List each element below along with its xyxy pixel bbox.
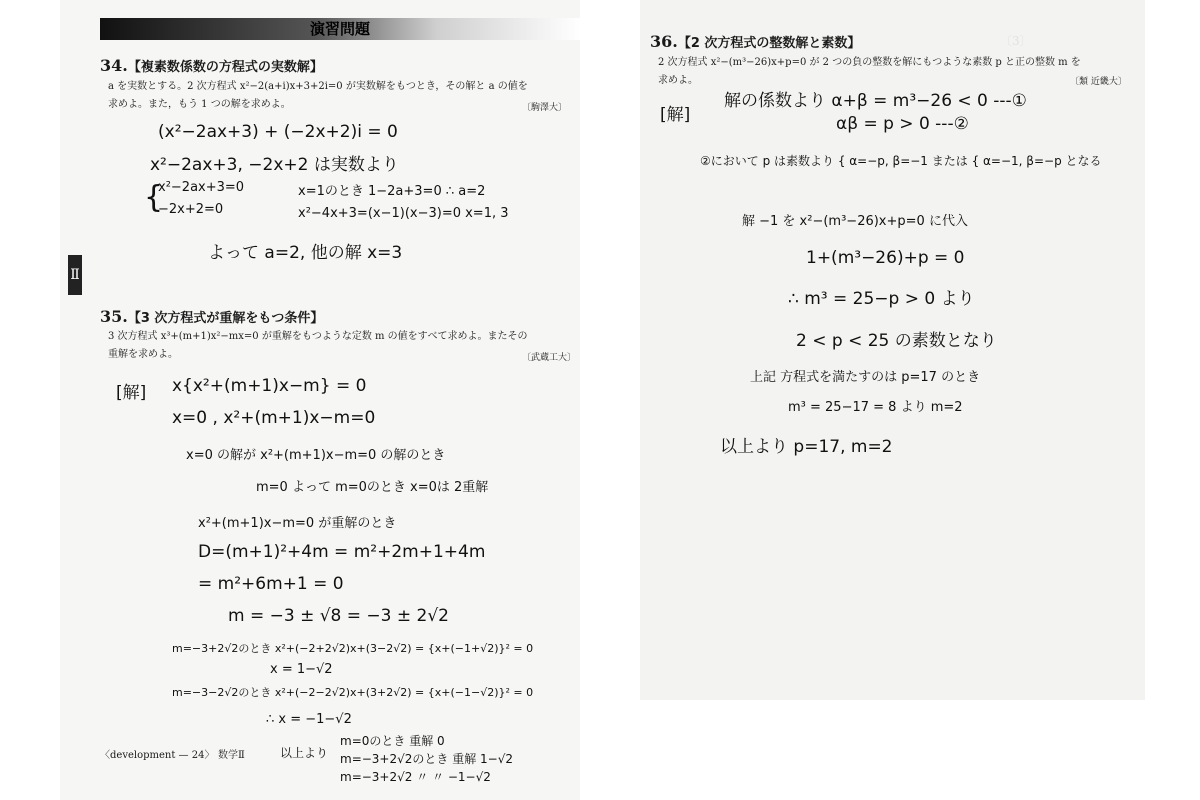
p35-hw-line: m=−3+2√2 〃 〃 −1−√2 <box>340 770 491 784</box>
p34-hw-line: (x²−2ax+3) + (−2x+2)i = 0 <box>158 122 398 142</box>
footer-subject: 数学Ⅱ <box>218 750 245 761</box>
problem-34-number: 34. <box>100 56 128 75</box>
right-page <box>640 0 1145 700</box>
problem-34-source: 〔駒澤大〕 <box>522 103 568 113</box>
p35-hw-line: x=0 の解が x²+(m+1)x−m=0 の解のとき <box>186 448 446 463</box>
problem-35-text-2: 重解を求めよ。 <box>108 349 178 360</box>
p34-hw-line: x²−2ax+3, −2x+2 は実数より <box>150 155 399 175</box>
p35-hw-line: m = −3 ± √8 = −3 ± 2√2 <box>228 606 449 626</box>
p35-hw-line: m=0 よって m=0のとき x=0は 2重解 <box>256 480 489 495</box>
problem-35-source: 〔武蔵工大〕 <box>522 353 577 363</box>
footer-page-label: 〈development — 24〉 <box>100 750 215 761</box>
p36-hw-line: 1+(m³−26)+p = 0 <box>806 248 965 268</box>
p36-hw-line: 解の係数より α+β = m³−26 < 0 ---① <box>724 91 1027 111</box>
p36-hw-line: 以上より p=17, m=2 <box>720 437 893 457</box>
p36-hw-line: ②において p は素数より { α=−p, β=−1 または { α=−1, β=−p となる <box>700 154 1102 168</box>
problem-35-heading <box>100 307 323 326</box>
problem-36-number: 36. <box>650 32 678 51</box>
side-tab-mark: Ⅱ <box>68 255 82 295</box>
problem-36-text-2: 求めよ。 <box>658 75 698 86</box>
p35-hw-line: m=−3+2√2のとき x²+(−2+2√2)x+(3−2√2) = {x+(−1+√2)}² = 0 <box>172 642 534 655</box>
p35-hw-line: m=−3+2√2のとき 重解 1−√2 <box>340 752 514 766</box>
left-page <box>60 0 580 800</box>
p36-hw-line: 解 −1 を x²−(m³−26)x+p=0 に代入 <box>742 214 968 229</box>
problem-35-number: 35. <box>100 307 128 326</box>
p35-hw-line: m=−3−2√2のとき x²+(−2−2√2)x+(3+2√2) = {x+(−1−√2)}² = 0 <box>172 686 534 699</box>
bleed-through-text: 〔3〕 <box>1000 34 1032 48</box>
p36-hw-line: αβ = p > 0 ---② <box>836 114 969 134</box>
p35-hw-line: [解] <box>116 383 147 403</box>
p35-hw-line: m=0のとき 重解 0 <box>340 734 445 748</box>
p34-hw-line: よって a=2, 他の解 x=3 <box>208 243 403 263</box>
problem-36-title: 【2 次方程式の整数解と素数】 <box>677 36 861 51</box>
p34-hw-line: −2x+2=0 <box>158 202 224 217</box>
problem-36-source: 〔類 近畿大〕 <box>1070 77 1127 87</box>
p35-hw-line: = m²+6m+1 = 0 <box>198 574 344 594</box>
problem-35-text-1: 3 次方程式 x³+(m+1)x²−mx=0 が重解をもつような定数 m の値をすべて求めよ。またその <box>108 331 528 342</box>
problem-34-heading <box>100 56 323 75</box>
p34-hw-line: x²−2ax+3=0 <box>158 180 245 195</box>
p36-hw-line: 2 < p < 25 の素数となり <box>796 331 997 351</box>
p34-hw-line: x²−4x+3=(x−1)(x−3)=0 x=1, 3 <box>298 206 509 221</box>
p35-hw-line: x=0 , x²+(m+1)x−m=0 <box>172 408 376 428</box>
problem-36-heading <box>650 32 860 51</box>
problem-34-title: 【複素数係数の方程式の実数解】 <box>127 60 323 75</box>
p36-hw-line: 上記 方程式を満たすのは p=17 のとき <box>750 370 981 385</box>
p35-hw-line: x{x²+(m+1)x−m} = 0 <box>172 376 367 396</box>
p34-hw-line: x=1のとき 1−2a+3=0 ∴ a=2 <box>298 184 486 199</box>
p35-hw-line: ∴ x = −1−√2 <box>266 712 352 727</box>
p34-hw-brace: { <box>144 180 164 215</box>
p36-hw-line: [解] <box>660 105 691 125</box>
p35-hw-line: x = 1−√2 <box>270 662 333 677</box>
page-header-title: 演習問題 <box>309 20 370 38</box>
problem-34-text-2: 求めよ。また，もう 1 つの解を求めよ。 <box>108 99 291 110</box>
problem-35-title: 【3 次方程式が重解をもつ条件】 <box>127 311 324 326</box>
p36-hw-line: ∴ m³ = 25−p > 0 より <box>788 289 975 309</box>
p35-hw-line: x²+(m+1)x−m=0 が重解のとき <box>198 516 397 531</box>
p36-hw-line: m³ = 25−17 = 8 より m=2 <box>788 400 963 415</box>
problem-34-text-1: a を実数とする。2 次方程式 x²−2(a+i)x+3+2i=0 が実数解をもつとき，その解と a の値を <box>108 81 528 92</box>
p35-hw-line: D=(m+1)²+4m = m²+2m+1+4m <box>198 542 486 562</box>
problem-36-text-1: 2 次方程式 x²−(m³−26)x+p=0 が 2 つの負の整数を解にもつような素数 p と正の整数 m を <box>658 57 1081 68</box>
p35-hw-line: 以上より <box>280 746 329 760</box>
